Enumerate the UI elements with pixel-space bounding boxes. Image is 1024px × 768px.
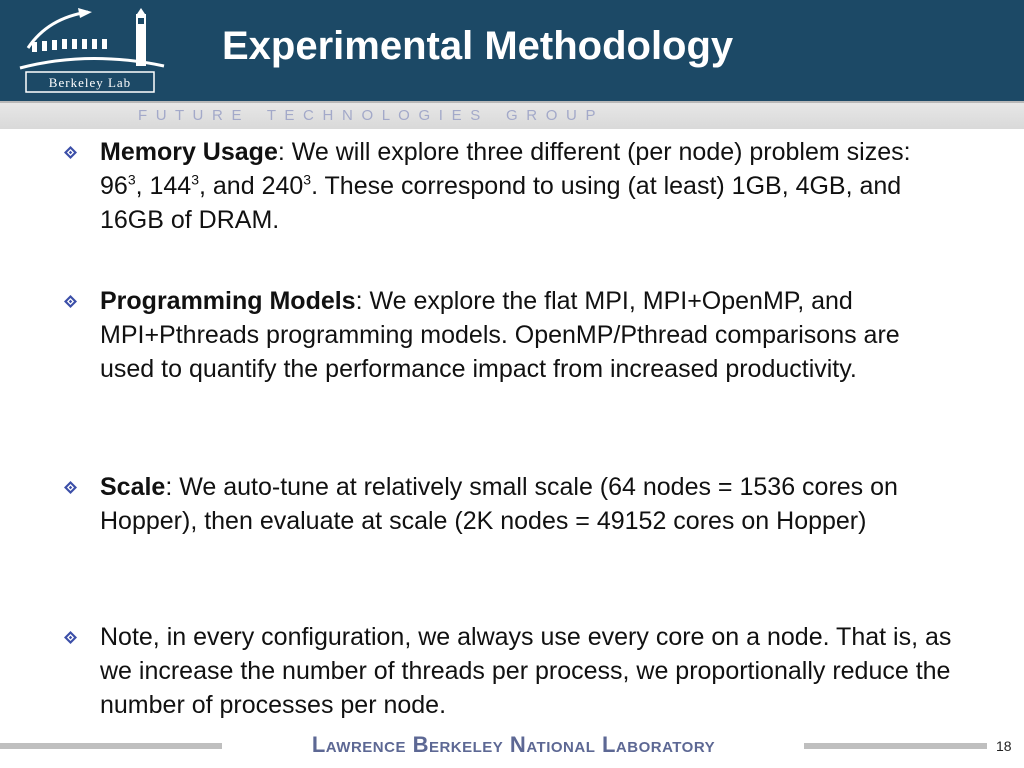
bullet-text: Note, in every configuration, we always use every core on a node. That is, as we increase the number of threads per process, we proportionally reduce the number of processes per node.	[100, 623, 952, 719]
bullet-text: : We auto-tune at relatively small scale (64 nodes = 1536 cores on Hopper), then evaluate at scale (2K nodes = 49152 cores on Hopper)	[100, 473, 898, 535]
bullet-note	[100, 620, 960, 722]
bullet-text: , 144	[135, 172, 192, 200]
tagline-bar	[0, 101, 1024, 129]
diamond-bullet-icon	[64, 295, 77, 308]
footer-divider-right	[804, 743, 987, 749]
group-tagline: F U T U R E T E C H N O L O G I E S G R O U P	[138, 107, 596, 124]
berkeley-lab-logo-icon	[18, 8, 168, 96]
bullet-text: : We will explore three different (per node) problem sizes: 96	[100, 138, 911, 200]
bullet-text: : We explore the flat MPI, MPI+OpenMP, and MPI+Pthreads programming models. OpenMP/Pthread comparisons are used to quantify the performance impact from increased productivity.	[100, 287, 900, 383]
page-number: 18	[996, 738, 1012, 754]
footer-divider-left	[0, 743, 222, 749]
bullet-text: , and 240	[199, 172, 304, 200]
logo-text: Berkeley Lab	[48, 75, 132, 90]
diamond-bullet-icon	[64, 146, 77, 159]
bullet-heading: Memory Usage	[100, 138, 278, 166]
bullet-text: . These correspond to using (at least) 1GB, 4GB, and 16GB of DRAM.	[100, 172, 902, 234]
bullet-heading: Programming Models	[100, 287, 356, 315]
slide-title: Experimental Methodology	[222, 24, 734, 68]
diamond-bullet-icon	[64, 631, 77, 644]
diamond-bullet-icon	[64, 481, 77, 494]
footer-lab-name: Lawrence Berkeley National Laboratory	[311, 732, 716, 757]
bullet-heading: Scale	[100, 473, 166, 501]
bullet-memory-usage	[100, 135, 960, 237]
superscript: 3	[303, 171, 312, 188]
bullet-scale	[100, 470, 960, 538]
bullet-programming-models	[100, 284, 960, 386]
title-bar	[0, 0, 1024, 101]
superscript: 3	[191, 171, 200, 188]
superscript: 3	[127, 171, 136, 188]
